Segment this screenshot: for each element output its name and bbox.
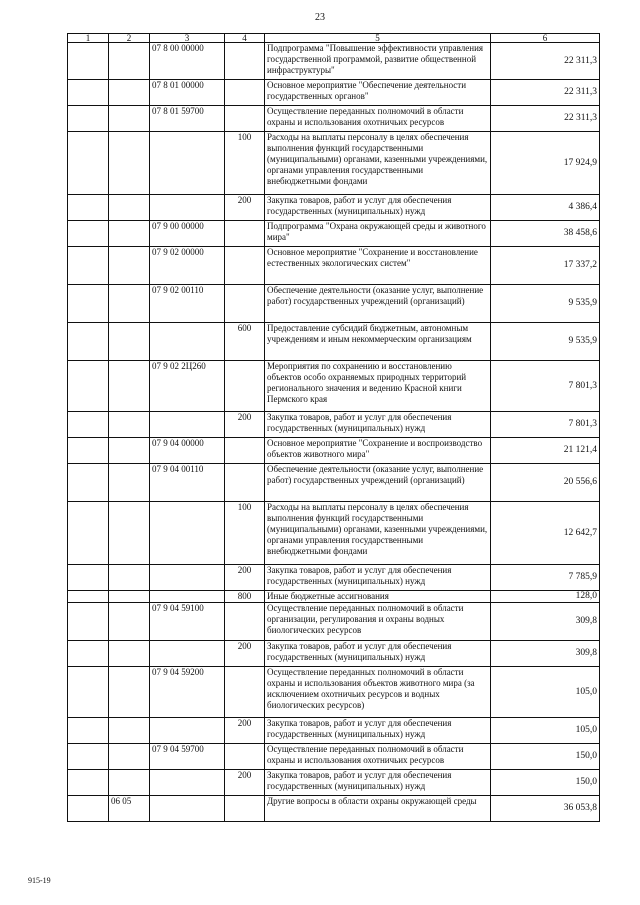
subsection-cell: [109, 221, 150, 247]
section-cell: [68, 641, 109, 667]
amount-cell: 17 337,2: [491, 247, 600, 285]
amount-cell: 105,0: [491, 718, 600, 744]
subsection-cell: [109, 323, 150, 361]
footer-code: 915-19: [28, 876, 51, 885]
section-cell: [68, 744, 109, 770]
subsection-cell: [109, 770, 150, 796]
amount-cell: 4 386,4: [491, 195, 600, 221]
subsection-cell: [109, 361, 150, 412]
expense-type-cell: 100: [225, 502, 265, 565]
expense-type-cell: [225, 43, 265, 80]
amount-cell: 105,0: [491, 667, 600, 718]
amount-cell: 309,8: [491, 641, 600, 667]
section-cell: [68, 565, 109, 591]
section-cell: [68, 43, 109, 80]
subsection-cell: [109, 132, 150, 195]
expense-type-cell: [225, 221, 265, 247]
table-row: [68, 603, 600, 641]
subsection-cell: [109, 247, 150, 285]
subsection-cell: [109, 603, 150, 641]
description-cell: Другие вопросы в области охраны окружающей среды: [265, 796, 491, 822]
target-article-cell: [150, 502, 225, 565]
description-cell: Закупка товаров, работ и услуг для обеспечения государственных (муниципальных) нужд: [265, 412, 491, 438]
table-row: [68, 744, 600, 770]
subsection-cell: [109, 412, 150, 438]
expense-type-cell: [225, 796, 265, 822]
section-cell: [68, 464, 109, 502]
table-row: [68, 502, 600, 565]
subsection-cell: [109, 106, 150, 132]
target-article-cell: [150, 641, 225, 667]
target-article-cell: 07 9 02 00000: [150, 247, 225, 285]
target-article-cell: 07 9 02 00110: [150, 285, 225, 323]
amount-cell: 38 458,6: [491, 221, 600, 247]
target-article-cell: 07 9 00 00000: [150, 221, 225, 247]
subsection-cell: 06 05: [109, 796, 150, 822]
page-number: 23: [315, 12, 325, 23]
description-cell: Обеспечение деятельности (оказание услуг, выполнение работ) государственных учреждений (организаций): [265, 285, 491, 323]
subsection-cell: [109, 641, 150, 667]
expense-type-cell: [225, 80, 265, 106]
description-cell: Основное мероприятие "Сохранение и восстановление естественных экологических систем": [265, 247, 491, 285]
column-header-1: 1: [68, 34, 109, 43]
table-row: [68, 796, 600, 822]
description-cell: Подпрограмма "Охрана окружающей среды и животного мира": [265, 221, 491, 247]
target-article-cell: 07 9 02 2Ц260: [150, 361, 225, 412]
expense-type-cell: 100: [225, 132, 265, 195]
section-cell: [68, 412, 109, 438]
target-article-cell: [150, 412, 225, 438]
target-article-cell: 07 9 04 00000: [150, 438, 225, 464]
amount-cell: 9 535,9: [491, 323, 600, 361]
section-cell: [68, 667, 109, 718]
target-article-cell: [150, 132, 225, 195]
target-article-cell: [150, 770, 225, 796]
expense-type-cell: 200: [225, 641, 265, 667]
budget-table: [67, 33, 600, 822]
header-row: [68, 34, 600, 43]
expense-type-cell: [225, 603, 265, 641]
table-row: [68, 132, 600, 195]
description-cell: Осуществление переданных полномочий в области охраны и использования охотничьих ресурсов: [265, 744, 491, 770]
section-cell: [68, 323, 109, 361]
description-cell: Основное мероприятие "Сохранение и воспроизводство объектов животного мира": [265, 438, 491, 464]
section-cell: [68, 247, 109, 285]
target-article-cell: [150, 323, 225, 361]
table-row: [68, 412, 600, 438]
target-article-cell: 07 9 04 59200: [150, 667, 225, 718]
expense-type-cell: 200: [225, 770, 265, 796]
table-body: [68, 43, 600, 822]
amount-cell: 150,0: [491, 744, 600, 770]
section-cell: [68, 438, 109, 464]
target-article-cell: [150, 718, 225, 744]
amount-cell: 7 801,3: [491, 412, 600, 438]
expense-type-cell: 200: [225, 195, 265, 221]
table-row: [68, 641, 600, 667]
table-row: [68, 106, 600, 132]
table-header: [68, 34, 600, 43]
amount-cell: 309,8: [491, 603, 600, 641]
description-cell: Осуществление переданных полномочий в области организации, регулирования и охраны водных биологических ресурсов: [265, 603, 491, 641]
amount-cell: 128,0: [491, 591, 600, 603]
table-row: [68, 285, 600, 323]
section-cell: [68, 195, 109, 221]
description-cell: Закупка товаров, работ и услуг для обеспечения государственных (муниципальных) нужд: [265, 641, 491, 667]
description-cell: Обеспечение деятельности (оказание услуг, выполнение работ) государственных учреждений (организаций): [265, 464, 491, 502]
amount-cell: 22 311,3: [491, 43, 600, 80]
table-row: [68, 770, 600, 796]
target-article-cell: 07 9 04 59700: [150, 744, 225, 770]
table-row: [68, 667, 600, 718]
target-article-cell: [150, 195, 225, 221]
subsection-cell: [109, 744, 150, 770]
amount-cell: 12 642,7: [491, 502, 600, 565]
expense-type-cell: [225, 464, 265, 502]
expense-type-cell: [225, 744, 265, 770]
expense-type-cell: [225, 361, 265, 412]
table-row: [68, 718, 600, 744]
table-row: [68, 361, 600, 412]
section-cell: [68, 502, 109, 565]
amount-cell: 9 535,9: [491, 285, 600, 323]
target-article-cell: 07 9 04 59100: [150, 603, 225, 641]
table-row: [68, 195, 600, 221]
amount-cell: 36 053,8: [491, 796, 600, 822]
section-cell: [68, 718, 109, 744]
expense-type-cell: [225, 438, 265, 464]
subsection-cell: [109, 438, 150, 464]
target-article-cell: [150, 591, 225, 603]
description-cell: Осуществление переданных полномочий в области охраны и использования охотничьих ресурсов: [265, 106, 491, 132]
table-row: [68, 591, 600, 603]
expense-type-cell: [225, 106, 265, 132]
column-header-6: 6: [491, 34, 600, 43]
description-cell: Осуществление переданных полномочий в области охраны и использования объектов животного мира (за исключением охотничьих ресурсов и водных биологических ресурсов): [265, 667, 491, 718]
subsection-cell: [109, 80, 150, 106]
amount-cell: 17 924,9: [491, 132, 600, 195]
target-article-cell: 07 8 01 00000: [150, 80, 225, 106]
expense-type-cell: 600: [225, 323, 265, 361]
amount-cell: 7 785,9: [491, 565, 600, 591]
column-header-5: 5: [265, 34, 491, 43]
target-article-cell: [150, 796, 225, 822]
section-cell: [68, 285, 109, 323]
subsection-cell: [109, 591, 150, 603]
target-article-cell: [150, 565, 225, 591]
description-cell: Предоставление субсидий бюджетным, автономным учреждениям и иным некоммерческим организациям: [265, 323, 491, 361]
table-row: [68, 565, 600, 591]
section-cell: [68, 796, 109, 822]
section-cell: [68, 770, 109, 796]
subsection-cell: [109, 195, 150, 221]
section-cell: [68, 80, 109, 106]
section-cell: [68, 603, 109, 641]
column-header-2: 2: [109, 34, 150, 43]
column-header-4: 4: [225, 34, 265, 43]
amount-cell: 7 801,3: [491, 361, 600, 412]
subsection-cell: [109, 718, 150, 744]
subsection-cell: [109, 502, 150, 565]
target-article-cell: 07 8 00 00000: [150, 43, 225, 80]
description-cell: Расходы на выплаты персоналу в целях обеспечения выполнения функций государственными (муниципальными) органами, казенными учреждениями, органами управления государственными внебюджетными фондами: [265, 132, 491, 195]
table-row: [68, 43, 600, 80]
expense-type-cell: 800: [225, 591, 265, 603]
expense-type-cell: 200: [225, 718, 265, 744]
expense-type-cell: [225, 247, 265, 285]
amount-cell: 22 311,3: [491, 106, 600, 132]
description-cell: Подпрограмма "Повышение эффективности управления государственной программой, развитие общественной инфраструктуры": [265, 43, 491, 80]
amount-cell: 22 311,3: [491, 80, 600, 106]
section-cell: [68, 361, 109, 412]
target-article-cell: 07 8 01 59700: [150, 106, 225, 132]
description-cell: Закупка товаров, работ и услуг для обеспечения государственных (муниципальных) нужд: [265, 770, 491, 796]
description-cell: Основное мероприятие "Обеспечение деятельности государственных органов": [265, 80, 491, 106]
expense-type-cell: [225, 285, 265, 323]
table-row: [68, 247, 600, 285]
subsection-cell: [109, 43, 150, 80]
amount-cell: 21 121,4: [491, 438, 600, 464]
description-cell: Расходы на выплаты персоналу в целях обеспечения выполнения функций государственными (муниципальными) органами, казенными учреждениями, органами управления государственными внебюджетными фондами: [265, 502, 491, 565]
subsection-cell: [109, 464, 150, 502]
column-header-3: 3: [150, 34, 225, 43]
description-cell: Закупка товаров, работ и услуг для обеспечения государственных (муниципальных) нужд: [265, 565, 491, 591]
subsection-cell: [109, 565, 150, 591]
table-row: [68, 323, 600, 361]
description-cell: Иные бюджетные ассигнования: [265, 591, 491, 603]
description-cell: Закупка товаров, работ и услуг для обеспечения государственных (муниципальных) нужд: [265, 718, 491, 744]
section-cell: [68, 591, 109, 603]
section-cell: [68, 106, 109, 132]
amount-cell: 20 556,6: [491, 464, 600, 502]
table-row: [68, 221, 600, 247]
expense-type-cell: [225, 667, 265, 718]
section-cell: [68, 132, 109, 195]
amount-cell: 150,0: [491, 770, 600, 796]
section-cell: [68, 221, 109, 247]
table-row: [68, 464, 600, 502]
table-row: [68, 80, 600, 106]
table-row: [68, 438, 600, 464]
subsection-cell: [109, 667, 150, 718]
expense-type-cell: 200: [225, 565, 265, 591]
expense-type-cell: 200: [225, 412, 265, 438]
description-cell: Мероприятия по сохранению и восстановлению объектов особо охраняемых природных территорий регионального значения и ведению Красной книги Пермского края: [265, 361, 491, 412]
subsection-cell: [109, 285, 150, 323]
target-article-cell: 07 9 04 00110: [150, 464, 225, 502]
description-cell: Закупка товаров, работ и услуг для обеспечения государственных (муниципальных) нужд: [265, 195, 491, 221]
